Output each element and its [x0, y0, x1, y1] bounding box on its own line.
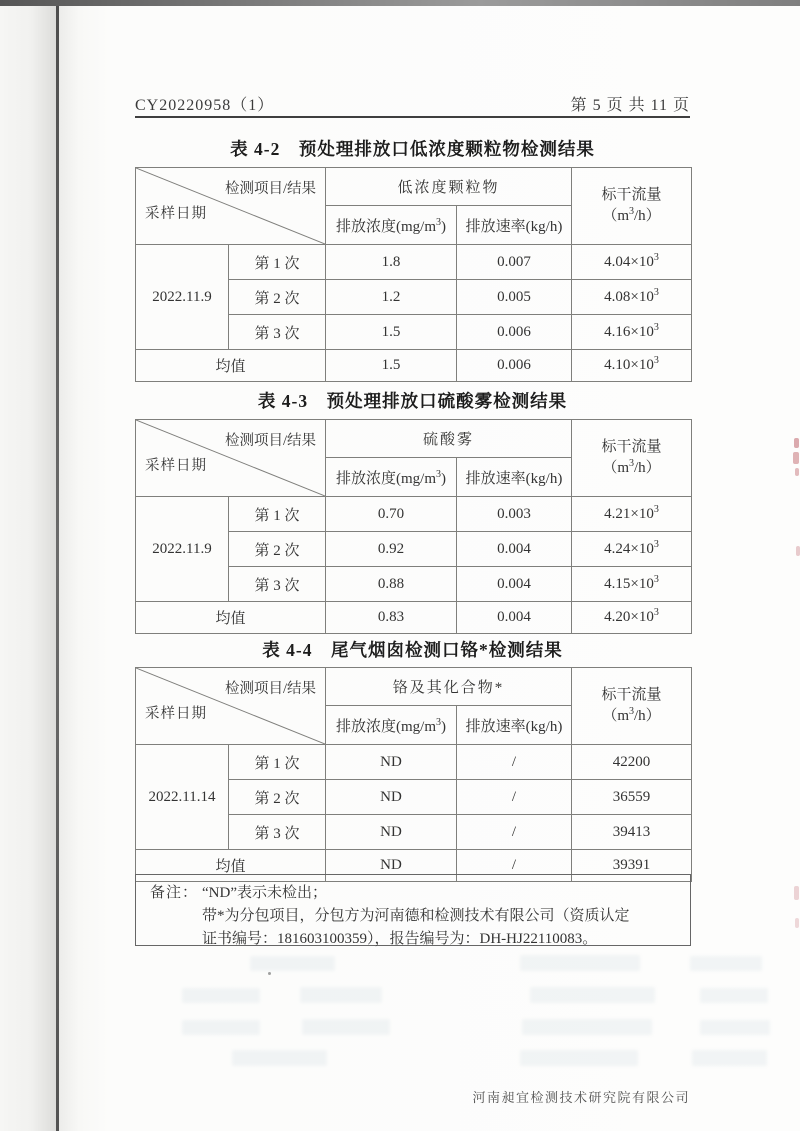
run-label-cell: 第 3 次 [229, 567, 326, 602]
rate-header: 排放速率(kg/h) [457, 706, 572, 745]
table-4-3-title: 表 4-3 预处理排放口硫酸雾检测结果 [257, 391, 568, 411]
concentration-header: 排放浓度$(mg/m^3)$ [326, 206, 457, 245]
corner-label-item-result: 检测项目/结果 [224, 433, 316, 449]
table-row [136, 745, 692, 780]
run-label-cell: 第 2 次 [229, 280, 326, 315]
bleed-through-artifact [530, 987, 655, 1003]
bleed-through-artifact [232, 1050, 327, 1066]
adjacent-page-edge [0, 6, 56, 1131]
concentration-value-cell: ND [326, 780, 457, 815]
rate-value-cell: 0.006 [457, 350, 572, 382]
flow-value-cell: $4.20\times 10^3$ [572, 602, 692, 634]
notes-line: “ND”表示未检出； [202, 885, 327, 901]
flow-value-cell: $4.08\times 10^3$ [572, 280, 692, 315]
notes-line: 证书编号：181603100359），报告编号为：DH-HJ22110083。 [202, 931, 598, 947]
corner-label-item-result: 检测项目/结果 [224, 181, 316, 197]
page-indicator: 第 5 页 共 11 页 [570, 97, 690, 114]
seal-bleed-mark [794, 886, 799, 900]
flow-value-cell: 36559 [572, 780, 692, 815]
flow-value-cell: $4.24\times 10^3$ [572, 532, 692, 567]
notes-label: 备注： [150, 885, 199, 901]
table-4-3 [135, 419, 692, 634]
rate-value-cell: 0.006 [457, 315, 572, 350]
table-4-2-title: 表 4-2 预处理排放口低浓度颗粒物检测结果 [230, 139, 595, 159]
concentration-value-cell: 1.2 [326, 280, 457, 315]
concentration-value-cell: 1.8 [326, 245, 457, 280]
rate-value-cell: 0.005 [457, 280, 572, 315]
run-label-cell: 第 2 次 [229, 780, 326, 815]
corner-label-sample-date: 采样日期 [145, 706, 207, 722]
flow-header-cell [572, 168, 692, 245]
bleed-through-artifact [700, 1020, 770, 1035]
rate-value-cell: 0.004 [457, 567, 572, 602]
seal-bleed-mark [794, 438, 799, 448]
flow-value-cell: $4.10\times 10^3$ [572, 350, 692, 382]
flow-value-cell: $4.15\times 10^3$ [572, 567, 692, 602]
mean-row [136, 602, 692, 634]
corner-header-cell [136, 668, 326, 745]
bleed-through-artifact [300, 987, 382, 1003]
pollutant-group-header: 低浓度颗粒物 [326, 168, 572, 206]
bleed-through-artifact [520, 1050, 638, 1066]
rate-value-cell: 0.004 [457, 602, 572, 634]
concentration-value-cell: 1.5 [326, 350, 457, 382]
scan-edge-top [0, 0, 800, 6]
mean-label-cell: 均值 [136, 350, 326, 382]
table-row [136, 245, 692, 280]
concentration-value-cell: 0.92 [326, 532, 457, 567]
concentration-value-cell: 0.70 [326, 497, 457, 532]
company-footer: 河南昶宜检测技术研究院有限公司 [472, 1090, 690, 1105]
rate-value-cell: 0.003 [457, 497, 572, 532]
corner-label-item-result: 检测项目/结果 [224, 681, 316, 697]
notes-box [135, 874, 691, 946]
concentration-value-cell: ND [326, 745, 457, 780]
header-rule [135, 116, 690, 118]
bleed-through-artifact [522, 1019, 652, 1035]
flow-value-cell: 42200 [572, 745, 692, 780]
flow-header-line1: 标干流量 [601, 687, 662, 703]
rate-value-cell: / [457, 815, 572, 850]
sample-date-cell: 2022.11.9 [136, 497, 229, 602]
flow-header-unit: $(m^3/h)$ [602, 206, 661, 224]
corner-header-cell [136, 420, 326, 497]
bleed-through-artifact [690, 956, 762, 971]
run-label-cell: 第 3 次 [229, 315, 326, 350]
concentration-value-cell: 0.83 [326, 602, 457, 634]
rate-value-cell: 0.004 [457, 532, 572, 567]
rate-value-cell: / [457, 850, 572, 882]
page-fold-line [56, 6, 59, 1131]
speck-artifact [268, 972, 271, 975]
rate-value-cell: 0.007 [457, 245, 572, 280]
concentration-value-cell: 1.5 [326, 315, 457, 350]
bleed-through-artifact [250, 956, 335, 971]
corner-label-sample-date: 采样日期 [145, 206, 207, 222]
concentration-header: 排放浓度$(mg/m^3)$ [326, 458, 457, 497]
rate-value-cell: / [457, 780, 572, 815]
flow-value-cell: 39413 [572, 815, 692, 850]
bleed-through-artifact [182, 988, 260, 1003]
seal-bleed-mark [795, 468, 799, 476]
corner-label-sample-date: 采样日期 [145, 458, 207, 474]
table-4-4 [135, 667, 692, 882]
bleed-through-artifact [692, 1050, 767, 1066]
flow-header-unit: $(m^3/h)$ [602, 706, 661, 724]
concentration-header: 排放浓度$(mg/m^3)$ [326, 706, 457, 745]
flow-header-unit: $(m^3/h)$ [602, 458, 661, 476]
seal-bleed-mark [795, 918, 799, 928]
mean-label-cell: 均值 [136, 850, 326, 882]
report-number: CY20220958（1） [135, 97, 275, 114]
bleed-through-artifact [520, 955, 640, 971]
notes-line: 带*为分包项目，分包方为河南德和检测技术有限公司（资质认定 [202, 908, 630, 924]
rate-header: 排放速率(kg/h) [457, 206, 572, 245]
bleed-through-artifact [182, 1020, 260, 1035]
rate-value-cell: / [457, 745, 572, 780]
bleed-through-artifact [700, 988, 768, 1003]
flow-header-line1: 标干流量 [601, 439, 662, 455]
pollutant-group-header: 铬及其化合物* [326, 668, 572, 706]
flow-header-cell [572, 420, 692, 497]
sample-date-cell: 2022.11.9 [136, 245, 229, 350]
flow-value-cell: $4.04\times 10^3$ [572, 245, 692, 280]
seal-bleed-mark [793, 452, 799, 464]
notes-text [202, 882, 630, 951]
run-label-cell: 第 3 次 [229, 815, 326, 850]
table-4-2 [135, 167, 692, 382]
run-label-cell: 第 1 次 [229, 497, 326, 532]
flow-value-cell: $4.16\times 10^3$ [572, 315, 692, 350]
concentration-value-cell: ND [326, 850, 457, 882]
flow-header-line1: 标干流量 [601, 187, 662, 203]
concentration-value-cell: 0.88 [326, 567, 457, 602]
flow-value-cell: $4.21\times 10^3$ [572, 497, 692, 532]
flow-header-cell [572, 668, 692, 745]
sample-date-cell: 2022.11.14 [136, 745, 229, 850]
run-label-cell: 第 1 次 [229, 245, 326, 280]
corner-header-cell [136, 168, 326, 245]
seal-bleed-mark [796, 546, 800, 556]
mean-row [136, 350, 692, 382]
table-4-4-title: 表 4-4 尾气烟囱检测口铬*检测结果 [262, 640, 563, 660]
flow-value-cell: 39391 [572, 850, 692, 882]
concentration-value-cell: ND [326, 815, 457, 850]
mean-label-cell: 均值 [136, 602, 326, 634]
bleed-through-artifact [302, 1019, 390, 1035]
run-label-cell: 第 1 次 [229, 745, 326, 780]
table-row [136, 497, 692, 532]
rate-header: 排放速率(kg/h) [457, 458, 572, 497]
run-label-cell: 第 2 次 [229, 532, 326, 567]
pollutant-group-header: 硫酸雾 [326, 420, 572, 458]
